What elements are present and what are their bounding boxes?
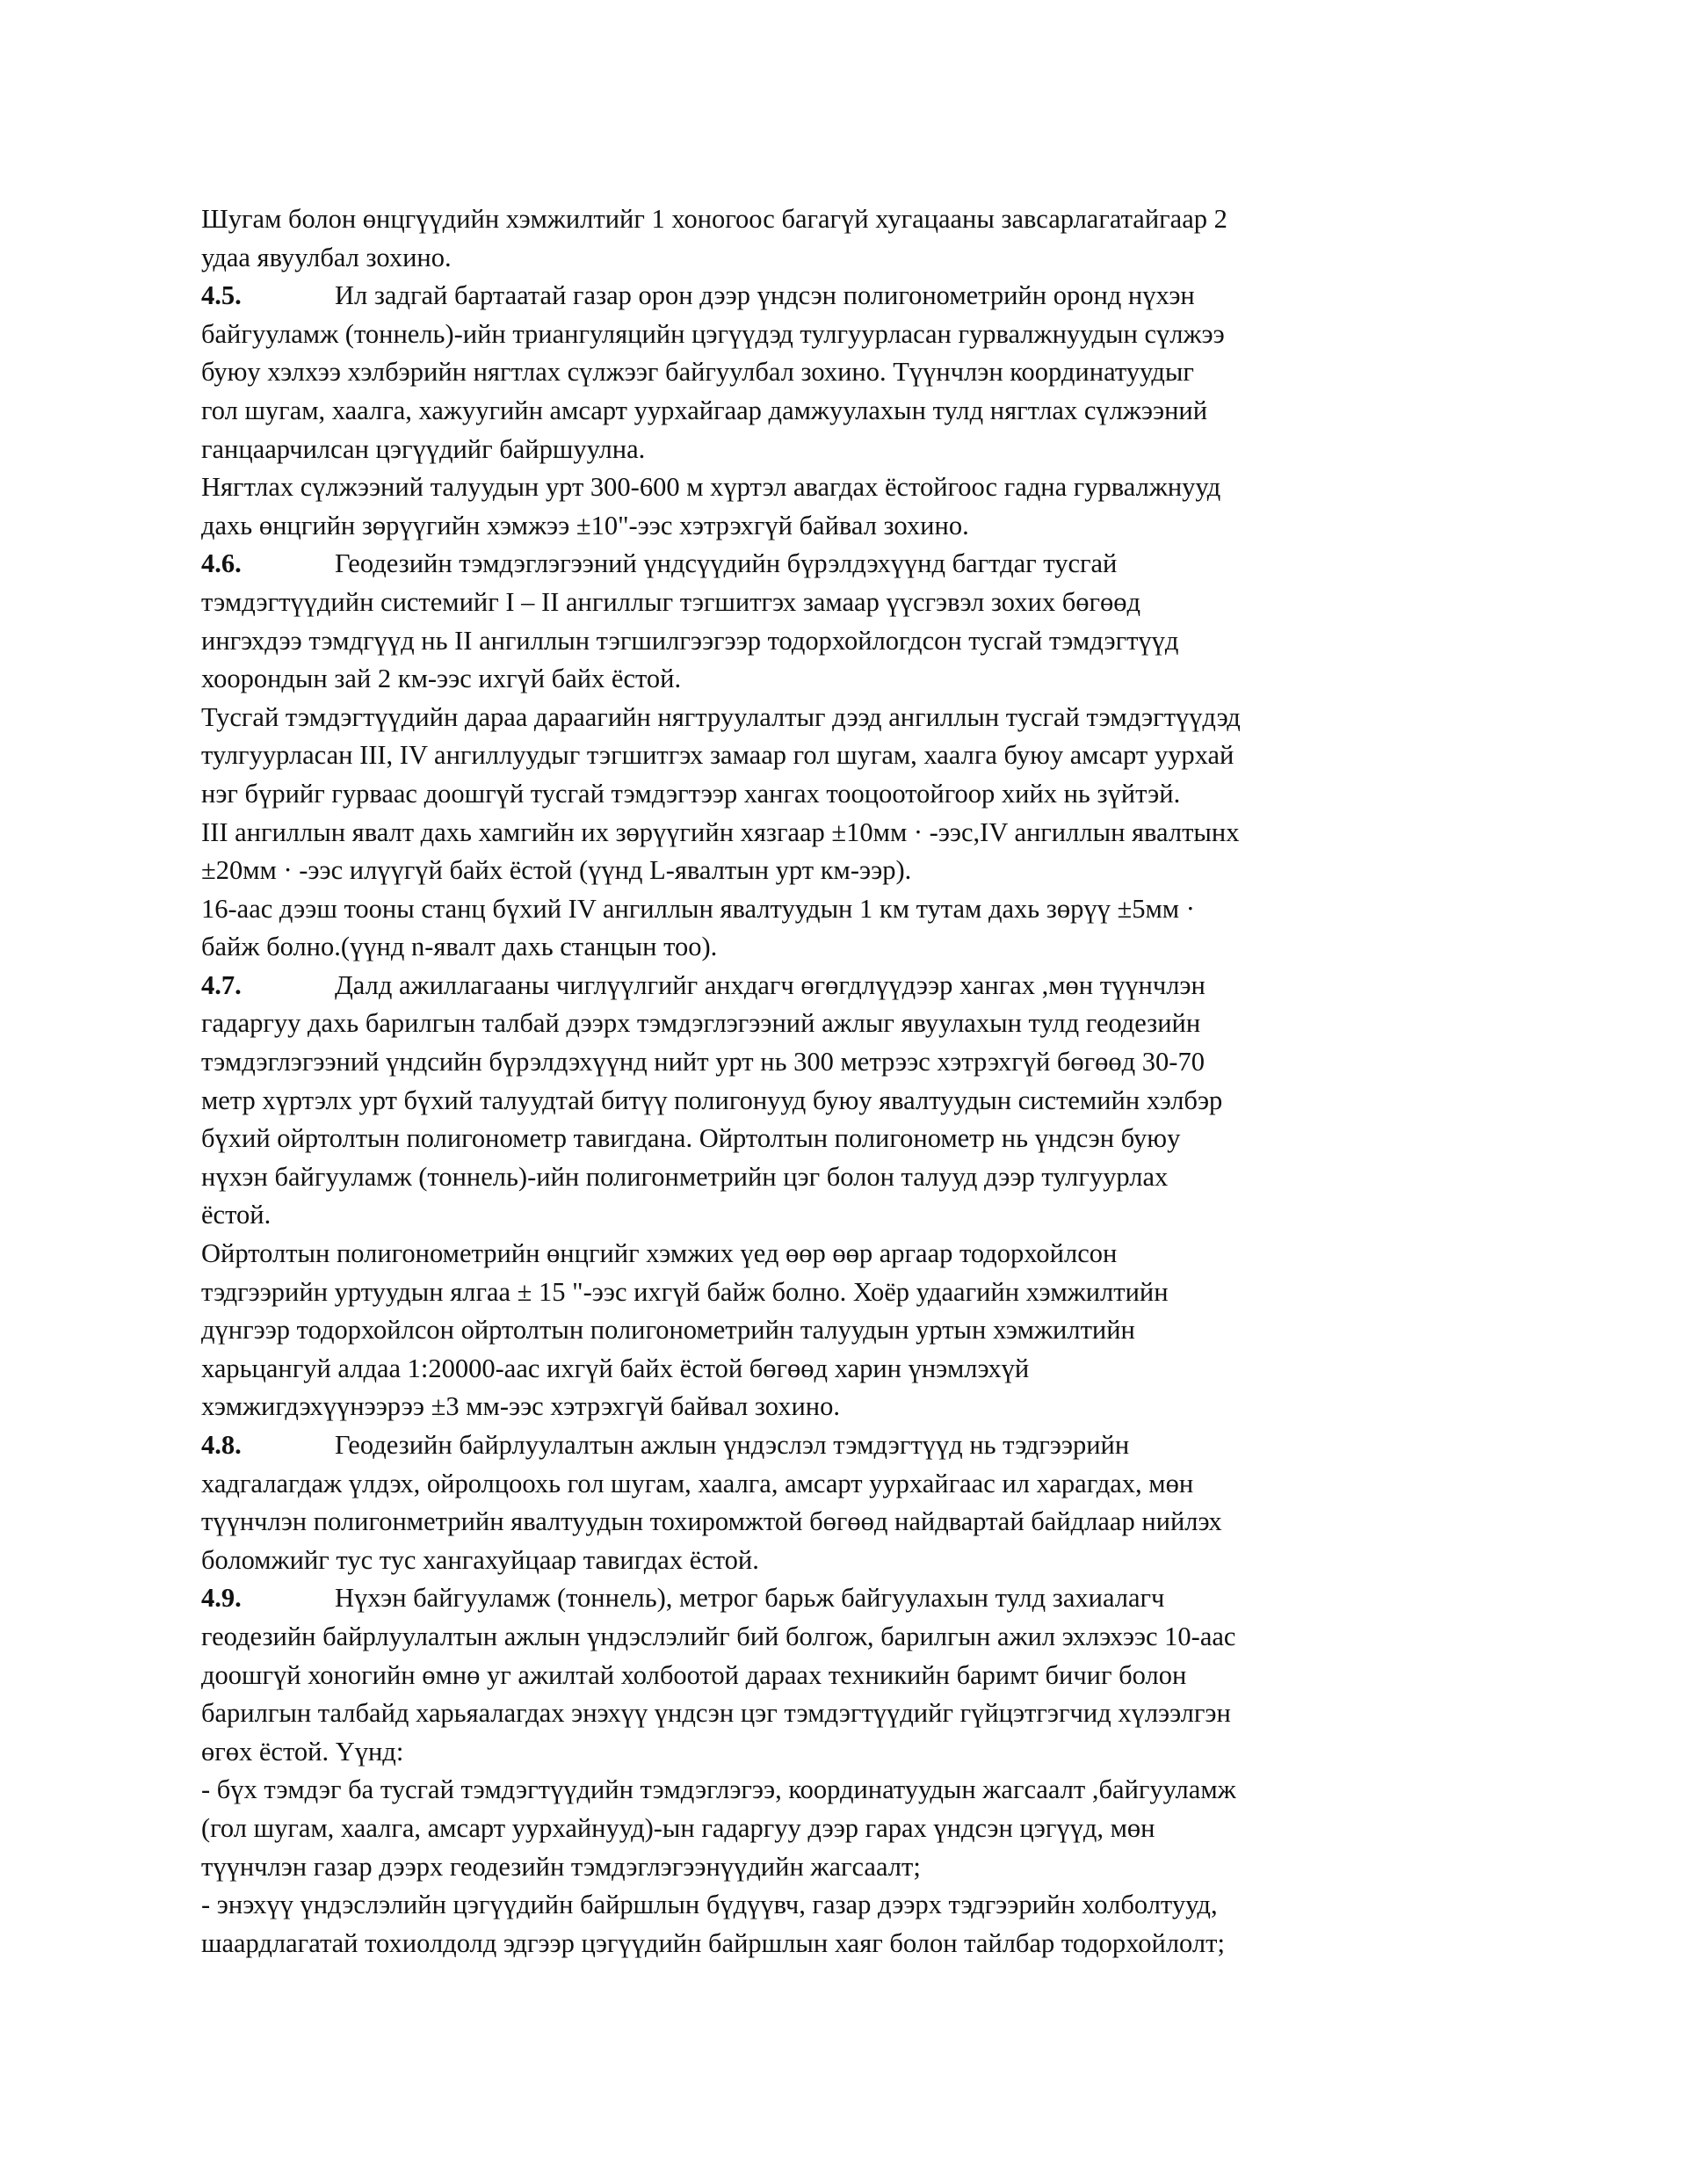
section-heading-line	[201, 1579, 1495, 1618]
line-text: Нягтлах сүлжээний талуудын урт 300-600 м хүртэл авагдах ёстойгоос гадна гурвалжнууд	[201, 472, 1221, 503]
line-text: түүнчлэн полигонметрийн явалтуудын тохиромжтой бөгөөд найдвартай байдлаар нийлэх	[201, 1506, 1222, 1537]
text-line	[201, 1158, 1495, 1197]
line-text: доошгүй хоногийн өмнө уг ажилтай холбоотой дараах техникийн баримт бичиг болон	[201, 1659, 1187, 1690]
line-text: Тусгай тэмдэгтүүдийн дараа дараагийн нягтруулалтыг дээд ангиллын тусгай тэмдэгтүүдэд	[201, 701, 1241, 732]
text-line	[201, 1005, 1495, 1043]
text-line	[201, 1925, 1495, 1963]
line-text: гадаргуу дахь барилгын талбай дээрх тэмдэглэгээний ажлыг явуулахын тулд геодезийн	[201, 1008, 1201, 1039]
line-text: Геодезийн тэмдэглэгээний үндсүүдийн бүрэлдэхүүнд багтдаг тусгай	[335, 548, 1118, 579]
text-line	[201, 890, 1495, 929]
line-text: тэмдэглэгээний үндсийн бүрэлдэхүүнд нийт урт нь 300 метрээс хэтрэхгүй бөгөөд 30-70	[201, 1047, 1205, 1077]
section-number: 4.6.	[201, 548, 242, 579]
text-line	[201, 1311, 1495, 1350]
section-number: 4.7.	[201, 969, 242, 1000]
text-line	[201, 1810, 1495, 1848]
text-line	[201, 736, 1495, 775]
text-line	[201, 431, 1495, 469]
line-text: бүхий ойртолтын полигонометр тавигдана. Ойртолтын полигонометр нь үндсэн буюу	[201, 1123, 1181, 1154]
line-text: 16-аас дээш тооны станц бүхий IV ангиллын явалтуудын 1 км тутам дахь зөрүү ±5мм ·	[201, 893, 1195, 924]
line-text: ёстой.	[201, 1200, 272, 1230]
line-text: боломжийг тус тус хангахуйцаар тавигдах ёстой.	[201, 1544, 759, 1575]
section-heading-line	[201, 545, 1495, 584]
text-line	[201, 1273, 1495, 1312]
line-text: тэдгээрийн уртуудын ялгаа ± 15 "-ээс ихгүй байж болно. Хоёр удаагийн хэмжилтийн	[201, 1276, 1169, 1307]
text-line	[201, 1733, 1495, 1772]
text-line	[201, 1618, 1495, 1657]
text-line	[201, 814, 1495, 853]
line-text: Далд ажиллагааны чиглүүлгийг анхдагч өгөгдлүүдээр хангах ,мөн түүнчлэн	[335, 969, 1206, 1000]
section-heading-line	[201, 277, 1495, 316]
line-text: удаа явуулбал зохино.	[201, 242, 452, 272]
line-text: хадгалагдаж үлдэх, ойролцоохь гол шугам, хаалга, амсарт уурхайгаас ил харагдах, мөн	[201, 1468, 1194, 1498]
line-text: байгууламж (тоннель)-ийн триангуляцийн цэгүүдэд тулгуурласан гурвалжнуудын сүлжээ	[201, 318, 1225, 349]
text-line	[201, 1503, 1495, 1542]
line-text: ганцаарчилсан цэгүүдийг байршуулна.	[201, 433, 646, 464]
text-line	[201, 200, 1495, 239]
line-text: ингэхдээ тэмдгүүд нь II ангиллын тэгшилгээгээр тодорхойлогдсон тусгай тэмдэгтүүд	[201, 625, 1179, 656]
section-heading-line	[201, 967, 1495, 1005]
text-line	[201, 1657, 1495, 1695]
line-text: ±20мм · -ээс илүүгүй байх ёстой (үүнд L-явалтын урт км-ээр).	[201, 855, 912, 886]
text-line	[201, 852, 1495, 890]
text-line	[201, 1886, 1495, 1925]
line-text: тэмдэгтүүдийн системийг I – II ангиллыг тэгшитгэх замаар үүсгэвэл зохих бөгөөд	[201, 586, 1140, 617]
section-heading-line	[201, 1426, 1495, 1465]
line-text: түүнчлэн газар дээрх геодезийн тэмдэглэгээнүүдийн жагсаалт;	[201, 1851, 921, 1882]
text-line	[201, 1542, 1495, 1580]
line-text: III ангиллын явалт дахь хамгийн их зөрүүгийн хязгаар ±10мм · -ээс,IV ангиллын явалтынх	[201, 816, 1240, 847]
text-line	[201, 775, 1495, 814]
text-line	[201, 1388, 1495, 1426]
text-line	[201, 1120, 1495, 1158]
line-text: (гол шугам, хаалга, амсарт уурхайнууд)-ын гадаргуу дээр гарах үндсэн цэгүүд, мөн	[201, 1812, 1155, 1843]
text-line	[201, 316, 1495, 354]
line-text: геодезийн байрлуулалтын ажлын үндэслэлийг бий болгож, барилгын ажил эхлэхээс 10-аас	[201, 1621, 1236, 1651]
text-line	[201, 1043, 1495, 1082]
text-line	[201, 622, 1495, 661]
document-page	[201, 200, 1495, 1963]
text-line	[201, 353, 1495, 392]
line-text: метр хүртэлх урт бүхий талуудтай битүү полигонууд буюу явалтуудын системийн хэлбэр	[201, 1085, 1223, 1115]
text-line	[201, 699, 1495, 737]
line-text: Ойртолтын полигонометрийн өнцгийг хэмжих үед өөр өөр аргаар тодорхойлсон	[201, 1238, 1118, 1269]
line-text: буюу хэлхээ хэлбэрийн нягтлах сүлжээг байгуулбал зохино. Түүнчлэн координатуудыг	[201, 357, 1194, 388]
line-text: дүнгээр тодорхойлсон ойртолтын полигонометрийн талуудын уртын хэмжилтийн	[201, 1315, 1135, 1346]
text-line	[201, 1848, 1495, 1887]
text-line	[201, 1082, 1495, 1121]
text-line	[201, 392, 1495, 431]
line-text: хоорондын зай 2 км-ээс ихгүй байх ёстой.	[201, 664, 682, 694]
section-number: 4.9.	[201, 1583, 242, 1614]
line-text: тулгуурласан III, IV ангиллуудыг тэгшитгэх замаар гол шугам, хаалга буюу амсарт уурхай	[201, 740, 1234, 771]
section-number: 4.5.	[201, 280, 242, 311]
text-line	[201, 507, 1495, 546]
text-line	[201, 1196, 1495, 1235]
line-text: Шугам болон өнцгүүдийн хэмжилтийг 1 хоногоос багагүй хугацааны завсарлагатайгаар 2	[201, 204, 1227, 234]
line-text: өгөх ёстой. Үүнд:	[201, 1736, 404, 1767]
text-line	[201, 239, 1495, 278]
line-text: шаардлагатай тохиолдолд эдгээр цэгүүдийн байршлын хаяг болон тайлбар тодорхойлолт;	[201, 1927, 1225, 1958]
text-line	[201, 1465, 1495, 1504]
text-line	[201, 1694, 1495, 1733]
line-text: Ил задгай бартаатай газар орон дээр үндсэн полигонометрийн оронд нүхэн	[335, 280, 1195, 311]
line-text: Геодезийн байрлуулалтын ажлын үндэслэл тэмдэгтүүд нь тэдгээрийн	[335, 1430, 1130, 1460]
line-text: харьцангуй алдаа 1:20000-аас ихгүй байх ёстой бөгөөд харин үнэмлэхүй	[201, 1353, 1030, 1383]
text-line	[201, 660, 1495, 699]
text-line	[201, 468, 1495, 507]
text-line	[201, 928, 1495, 967]
line-text: - бүх тэмдэг ба тусгай тэмдэгтүүдийн тэмдэглэгээ, координатуудын жагсаалт ,байгууламж	[201, 1774, 1236, 1805]
line-text: байж болно.(үүнд n-явалт дахь станцын тоо).	[201, 932, 718, 962]
line-text: барилгын талбайд харьяалагдах энэхүү үндсэн цэг тэмдэгтүүдийг гүйцэтгэгчид хүлээлгэн	[201, 1698, 1231, 1729]
text-line	[201, 1235, 1495, 1273]
line-text: нэг бүрийг гурваас доошгүй тусгай тэмдэгтээр хангах тооцоотойгоор хийх нь зүйтэй.	[201, 778, 1181, 809]
text-line	[201, 1771, 1495, 1810]
line-text: хэмжигдэхүүнээрээ ±3 мм-ээс хэтрэхгүй байвал зохино.	[201, 1391, 840, 1422]
line-text: нүхэн байгууламж (тоннель)-ийн полигонметрийн цэг болон талууд дээр тулгуурлах	[201, 1161, 1169, 1192]
line-text: - энэхүү үндэслэлийн цэгүүдийн байршлын бүдүүвч, газар дээрх тэдгээрийн холболтууд,	[201, 1890, 1218, 1920]
section-number: 4.8.	[201, 1430, 242, 1460]
line-text: гол шугам, хаалга, хажуугийн амсарт уурхайгаар дамжуулахын тулд нягтлах сүлжээний	[201, 395, 1208, 425]
line-text: дахь өнцгийн зөрүүгийн хэмжээ ±10"-ээс хэтрэхгүй байвал зохино.	[201, 510, 969, 541]
line-text: Нүхэн байгууламж (тоннель), метрог барьж байгуулахын тулд захиалагч	[335, 1583, 1165, 1614]
text-line	[201, 1350, 1495, 1389]
text-line	[201, 584, 1495, 622]
